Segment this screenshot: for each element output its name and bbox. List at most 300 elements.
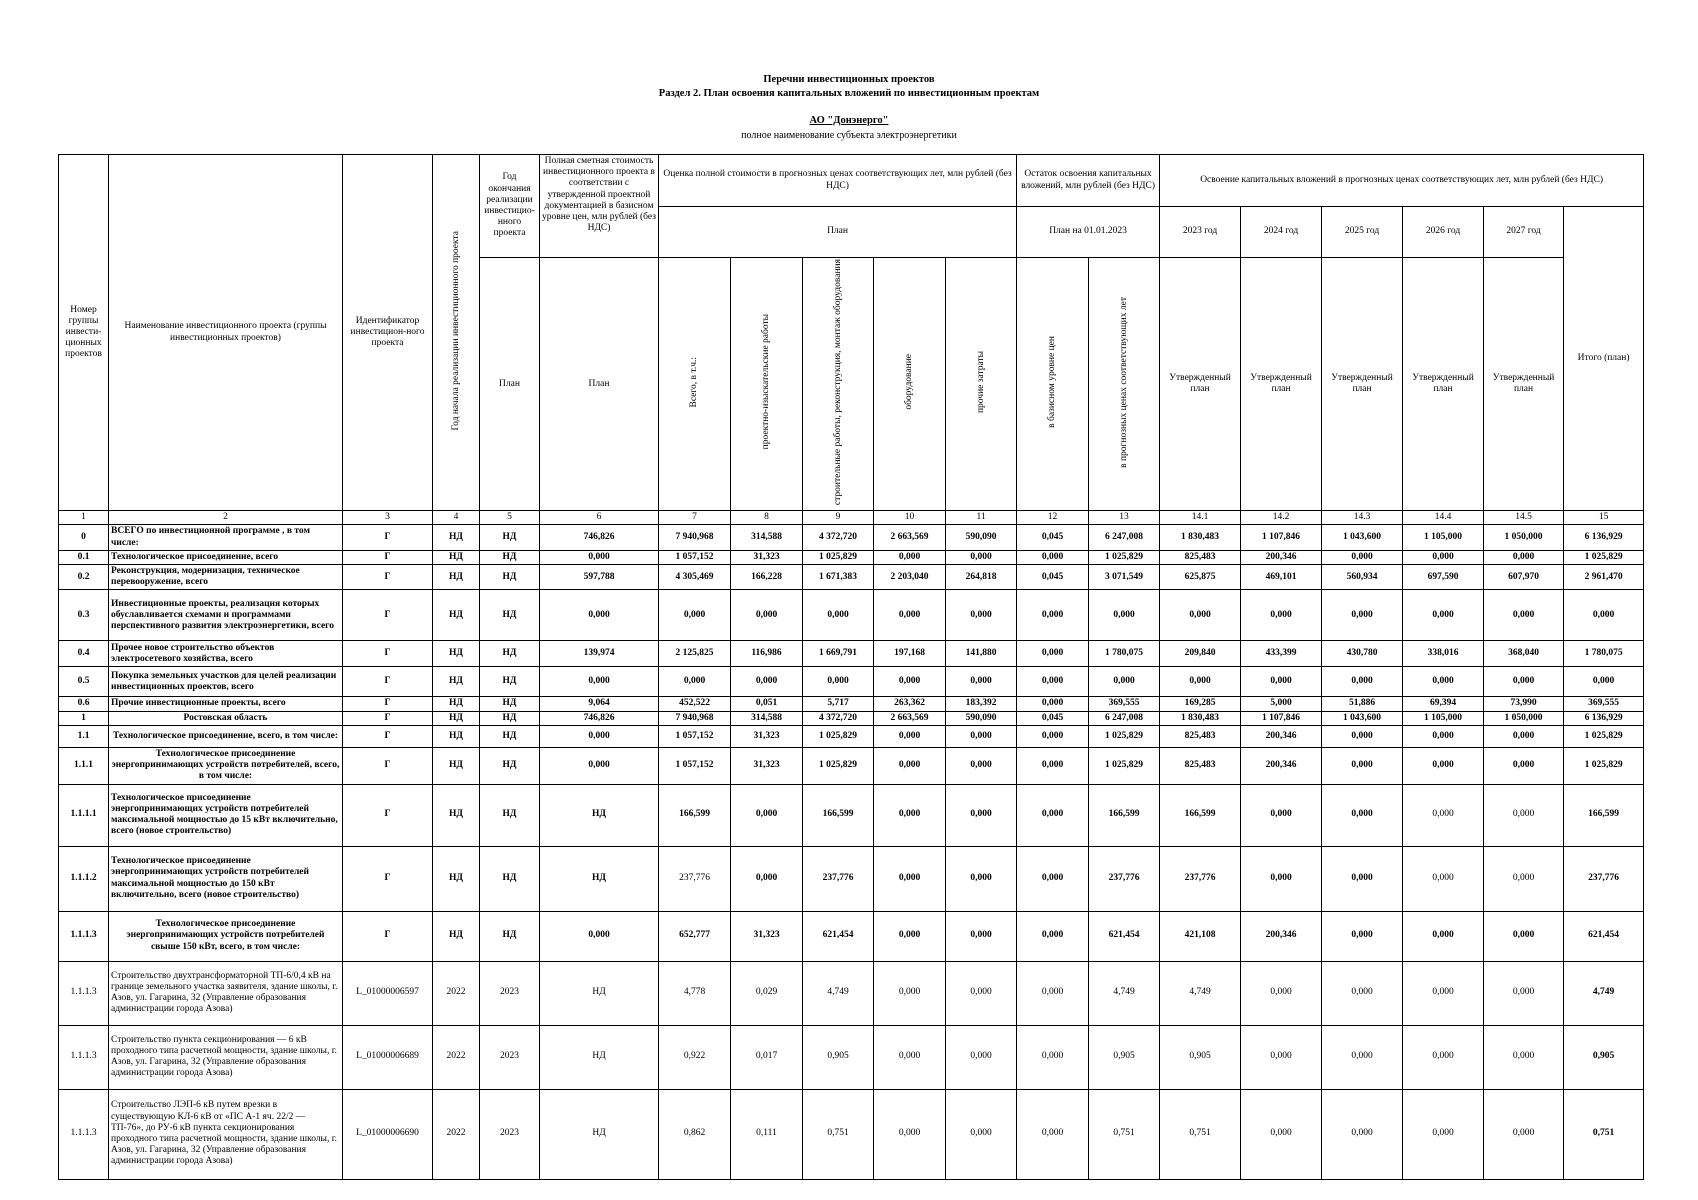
cell-design-cost: 0,029: [731, 961, 803, 1025]
cell-total-plan: 1 780,075: [1564, 641, 1644, 667]
header-project-name: Наименование инвестиционного проекта (группы инвестиционных проектов): [109, 155, 343, 511]
cell-plan-2027: 0,000: [1484, 846, 1564, 911]
cell-plan-2026: 1 105,000: [1403, 525, 1484, 550]
cell-group-number: 1.1.1.1: [59, 784, 109, 846]
cell-equipment-cost: 0,000: [874, 590, 946, 641]
cell-project-name: Инвестиционные проекты, реализация которых обуславливается схемами и программами перспективного развития электроэнергетики, всего: [109, 590, 343, 641]
cell-project-id: Г: [343, 747, 433, 784]
header-sub-plan-6: План: [540, 258, 659, 511]
cell-total-plan: 0,000: [1564, 590, 1644, 641]
column-number: 1: [59, 511, 109, 525]
cell-estimated-cost: 0,000: [540, 725, 659, 747]
cell-total-plan: 1 025,829: [1564, 550, 1644, 564]
cell-remaining-forecast: 1 025,829: [1089, 725, 1160, 747]
column-number: 14.3: [1322, 511, 1403, 525]
cell-plan-2023: 825,483: [1160, 725, 1241, 747]
column-number: 12: [1017, 511, 1089, 525]
cell-equipment-cost: 263,362: [874, 697, 946, 711]
cell-remaining-forecast: 166,599: [1089, 784, 1160, 846]
cell-construction-cost: 1 025,829: [803, 550, 874, 564]
cell-end-year: НД: [480, 747, 540, 784]
column-number: 3: [343, 511, 433, 525]
cell-total-cost: 166,599: [659, 784, 731, 846]
cell-estimated-cost: НД: [540, 1089, 659, 1179]
cell-plan-2023: 825,483: [1160, 550, 1241, 564]
cell-project-name: Технологическое присоединение энергопринимающих устройств потребителей свыше 150 кВт, всего, в том числе:: [109, 911, 343, 961]
cell-plan-2027: 0,000: [1484, 667, 1564, 697]
column-number: 7: [659, 511, 731, 525]
cell-end-year: НД: [480, 846, 540, 911]
header-sub-construction: строительные работы, реконструкция, монтаж оборудования: [803, 258, 874, 511]
cell-other-cost: 264,818: [946, 565, 1017, 590]
cell-plan-2027: 368,040: [1484, 641, 1564, 667]
cell-project-name: Технологическое присоединение, всего, в том числе:: [109, 725, 343, 747]
cell-plan-2024: 0,000: [1241, 784, 1322, 846]
cell-plan-2024: 0,000: [1241, 961, 1322, 1025]
cell-total-plan: 0,751: [1564, 1089, 1644, 1179]
cell-plan-2023: 0,000: [1160, 667, 1241, 697]
cell-other-cost: 0,000: [946, 667, 1017, 697]
cell-end-year: НД: [480, 641, 540, 667]
cell-project-id: Г: [343, 697, 433, 711]
column-number: 14.4: [1403, 511, 1484, 525]
cell-plan-2027: 0,000: [1484, 590, 1564, 641]
cell-plan-2026: 0,000: [1403, 725, 1484, 747]
table-row: [59, 590, 1644, 641]
header-approved-2023: Утвержденный план: [1160, 258, 1241, 511]
cell-plan-2024: 433,399: [1241, 641, 1322, 667]
cell-remaining-base: 0,000: [1017, 1089, 1089, 1179]
cell-estimated-cost: НД: [540, 1025, 659, 1089]
cell-design-cost: 0,017: [731, 1025, 803, 1089]
cell-remaining-base: 0,000: [1017, 725, 1089, 747]
cell-other-cost: 183,392: [946, 697, 1017, 711]
cell-total-plan: 237,776: [1564, 846, 1644, 911]
cell-start-year: НД: [433, 911, 480, 961]
cell-group-number: 1.1.1.3: [59, 911, 109, 961]
table-row: [59, 525, 1644, 550]
cell-start-year: НД: [433, 784, 480, 846]
cell-plan-2023: 237,776: [1160, 846, 1241, 911]
column-number: 14.1: [1160, 511, 1241, 525]
table-row: [59, 747, 1644, 784]
cell-plan-2026: 0,000: [1403, 961, 1484, 1025]
cell-plan-2026: 338,016: [1403, 641, 1484, 667]
cell-total-cost: 7 940,968: [659, 711, 731, 725]
cell-design-cost: 116,986: [731, 641, 803, 667]
header-year-2024: 2024 год: [1241, 207, 1322, 258]
cell-plan-2027: 0,000: [1484, 911, 1564, 961]
cell-project-id: L_01000006597: [343, 961, 433, 1025]
cell-total-cost: 0,000: [659, 667, 731, 697]
cell-construction-cost: 166,599: [803, 784, 874, 846]
table-row: [59, 711, 1644, 725]
cell-design-cost: 0,000: [731, 590, 803, 641]
table-row: [59, 1025, 1644, 1089]
cell-end-year: 2023: [480, 961, 540, 1025]
cell-plan-2024: 469,101: [1241, 565, 1322, 590]
cell-equipment-cost: 197,168: [874, 641, 946, 667]
header-year-2023: 2023 год: [1160, 207, 1241, 258]
cell-plan-2026: 0,000: [1403, 550, 1484, 564]
cell-project-id: Г: [343, 641, 433, 667]
cell-end-year: НД: [480, 565, 540, 590]
cell-remaining-forecast: 0,905: [1089, 1025, 1160, 1089]
cell-project-id: L_01000006690: [343, 1089, 433, 1179]
cell-other-cost: 0,000: [946, 550, 1017, 564]
cell-project-id: Г: [343, 525, 433, 550]
cell-project-name: Прочее новое строительство объектов электросетевого хозяйства, всего: [109, 641, 343, 667]
cell-design-cost: 0,111: [731, 1089, 803, 1179]
cell-plan-2023: 625,875: [1160, 565, 1241, 590]
header-sub-base-prices: в базисном уровне цен: [1017, 258, 1089, 511]
cell-group-number: 0.6: [59, 697, 109, 711]
cell-other-cost: 0,000: [946, 846, 1017, 911]
cell-other-cost: 0,000: [946, 784, 1017, 846]
cell-plan-2026: 0,000: [1403, 911, 1484, 961]
cell-remaining-base: 0,000: [1017, 961, 1089, 1025]
cell-group-number: 0.4: [59, 641, 109, 667]
cell-total-cost: 4,778: [659, 961, 731, 1025]
cell-plan-2026: 1 105,000: [1403, 711, 1484, 725]
cell-project-name: Реконструкция, модернизация, техническое перевооружение, всего: [109, 565, 343, 590]
cell-start-year: 2022: [433, 1089, 480, 1179]
cell-plan-2027: 0,000: [1484, 961, 1564, 1025]
cell-project-name: Покупка земельных участков для целей реализации инвестиционных проектов, всего: [109, 667, 343, 697]
cell-other-cost: 0,000: [946, 747, 1017, 784]
header-approved-2025: Утвержденный план: [1322, 258, 1403, 511]
document-title: Перечни инвестиционных проектов: [763, 74, 935, 85]
cell-other-cost: 0,000: [946, 961, 1017, 1025]
header-approved-2024: Утвержденный план: [1241, 258, 1322, 511]
cell-group-number: 1.1.1.3: [59, 961, 109, 1025]
header-total-plan: Итого (план): [1564, 207, 1644, 511]
cell-start-year: НД: [433, 550, 480, 564]
cell-construction-cost: 0,000: [803, 667, 874, 697]
cell-estimated-cost: 0,000: [540, 590, 659, 641]
cell-estimated-cost: 139,974: [540, 641, 659, 667]
cell-end-year: НД: [480, 711, 540, 725]
cell-other-cost: 0,000: [946, 725, 1017, 747]
cell-other-cost: 590,090: [946, 711, 1017, 725]
cell-plan-2027: 0,000: [1484, 550, 1564, 564]
cell-total-cost: 4 305,469: [659, 565, 731, 590]
cell-plan-2024: 5,000: [1241, 697, 1322, 711]
cell-equipment-cost: 0,000: [874, 725, 946, 747]
cell-remaining-forecast: 1 025,829: [1089, 747, 1160, 784]
cell-equipment-cost: 2 203,040: [874, 565, 946, 590]
cell-plan-2026: 697,590: [1403, 565, 1484, 590]
cell-total-plan: 2 961,470: [1564, 565, 1644, 590]
cell-design-cost: 0,000: [731, 784, 803, 846]
cell-project-id: Г: [343, 667, 433, 697]
header-year-2026: 2026 год: [1403, 207, 1484, 258]
cell-plan-2024: 0,000: [1241, 846, 1322, 911]
cell-remaining-base: 0,000: [1017, 590, 1089, 641]
cell-plan-2027: 607,970: [1484, 565, 1564, 590]
cell-remaining-forecast: 369,555: [1089, 697, 1160, 711]
cell-group-number: 0.1: [59, 550, 109, 564]
cell-plan-2027: 1 050,000: [1484, 711, 1564, 725]
cell-start-year: 2022: [433, 1025, 480, 1089]
cell-equipment-cost: 0,000: [874, 961, 946, 1025]
cell-estimated-cost: 597,788: [540, 565, 659, 590]
cell-remaining-base: 0,000: [1017, 911, 1089, 961]
cell-other-cost: 0,000: [946, 590, 1017, 641]
header-sub-equipment: оборудование: [874, 258, 946, 511]
cell-plan-2023: 1 830,483: [1160, 711, 1241, 725]
table-row: [59, 846, 1644, 911]
cell-end-year: НД: [480, 911, 540, 961]
cell-project-name: Строительство двухтрансформаторной ТП-6/0,4 кВ на границе земельного участка заявителя, здание школы, г. Азов, ул. Гагарина, 32 (Управление образования администрации города Азова): [109, 961, 343, 1025]
cell-construction-cost: 1 025,829: [803, 725, 874, 747]
header-start-year: Год начала реализации инвестиционного проекта: [433, 155, 480, 511]
cell-plan-2023: 4,749: [1160, 961, 1241, 1025]
cell-plan-2023: 0,000: [1160, 590, 1241, 641]
cell-total-cost: 1 057,152: [659, 725, 731, 747]
cell-total-cost: 652,777: [659, 911, 731, 961]
cell-construction-cost: 1 669,791: [803, 641, 874, 667]
cell-plan-2025: 1 043,600: [1322, 711, 1403, 725]
cell-plan-2027: 1 050,000: [1484, 525, 1564, 550]
cell-remaining-base: 0,045: [1017, 565, 1089, 590]
cell-total-plan: 4,749: [1564, 961, 1644, 1025]
cell-remaining-base: 0,045: [1017, 711, 1089, 725]
cell-total-cost: 1 057,152: [659, 747, 731, 784]
cell-end-year: НД: [480, 667, 540, 697]
cell-plan-2024: 1 107,846: [1241, 525, 1322, 550]
cell-total-plan: 166,599: [1564, 784, 1644, 846]
cell-plan-2023: 169,285: [1160, 697, 1241, 711]
cell-plan-2025: 0,000: [1322, 846, 1403, 911]
cell-project-name: Строительство пункта секционирования — 6 кВ проходного типа расчетной мощности, здание школы, г. Азов, ул. Гагарина, 32 (Управление образования администрации города Азова): [109, 1025, 343, 1089]
header-remaining-group: Остаток освоения капитальных вложений, млн рублей (без НДС): [1017, 155, 1160, 207]
cell-estimated-cost: 0,000: [540, 911, 659, 961]
organization-name: АО "Донэнерго": [809, 115, 889, 126]
cell-estimated-cost: НД: [540, 846, 659, 911]
cell-total-cost: 0,000: [659, 590, 731, 641]
cell-total-plan: 0,000: [1564, 667, 1644, 697]
header-sub-design: проектно-изыскательские работы: [731, 258, 803, 511]
cell-total-plan: 369,555: [1564, 697, 1644, 711]
cell-project-id: Г: [343, 911, 433, 961]
cell-end-year: НД: [480, 725, 540, 747]
cell-remaining-forecast: 6 247,008: [1089, 711, 1160, 725]
cell-group-number: 1.1.1.2: [59, 846, 109, 911]
cell-end-year: НД: [480, 525, 540, 550]
cell-plan-2026: 0,000: [1403, 1025, 1484, 1089]
cell-plan-2025: 1 043,600: [1322, 525, 1403, 550]
cell-project-id: Г: [343, 711, 433, 725]
cell-start-year: НД: [433, 565, 480, 590]
cell-start-year: НД: [433, 525, 480, 550]
cell-estimated-cost: 0,000: [540, 550, 659, 564]
cell-plan-2025: 51,886: [1322, 697, 1403, 711]
cell-plan-2023: 825,483: [1160, 747, 1241, 784]
cell-project-id: Г: [343, 846, 433, 911]
cell-project-id: Г: [343, 550, 433, 564]
cell-remaining-forecast: 1 780,075: [1089, 641, 1160, 667]
cell-group-number: 1.1.1.3: [59, 1025, 109, 1089]
cell-remaining-forecast: 4,749: [1089, 961, 1160, 1025]
cell-equipment-cost: 0,000: [874, 846, 946, 911]
cell-plan-2025: 0,000: [1322, 911, 1403, 961]
column-number: 11: [946, 511, 1017, 525]
cell-start-year: НД: [433, 641, 480, 667]
cell-remaining-forecast: 0,000: [1089, 590, 1160, 641]
cell-start-year: НД: [433, 667, 480, 697]
cell-plan-2027: 73,990: [1484, 697, 1564, 711]
cell-plan-2026: 0,000: [1403, 747, 1484, 784]
cell-project-id: L_01000006689: [343, 1025, 433, 1089]
cell-plan-2026: 69,394: [1403, 697, 1484, 711]
cell-plan-2024: 0,000: [1241, 1025, 1322, 1089]
header-development-group: Освоение капитальных вложений в прогнозных ценах соответствующих лет, млн рублей (без НДС): [1160, 155, 1644, 207]
cell-design-cost: 0,000: [731, 846, 803, 911]
cell-plan-2023: 166,599: [1160, 784, 1241, 846]
cell-total-plan: 1 025,829: [1564, 725, 1644, 747]
cell-plan-2024: 0,000: [1241, 590, 1322, 641]
cell-remaining-forecast: 0,751: [1089, 1089, 1160, 1179]
cell-project-name: Технологическое присоединение энергопринимающих устройств потребителей, всего, в том числе:: [109, 747, 343, 784]
cell-construction-cost: 4 372,720: [803, 525, 874, 550]
cell-remaining-base: 0,000: [1017, 667, 1089, 697]
cell-project-name: Технологическое присоединение энергопринимающих устройств потребителей максимальной мощностью до 15 кВт включительно, всего (новое строительство): [109, 784, 343, 846]
cell-construction-cost: 0,905: [803, 1025, 874, 1089]
cell-group-number: 0.5: [59, 667, 109, 697]
cell-end-year: НД: [480, 550, 540, 564]
table-row: [59, 565, 1644, 590]
cell-equipment-cost: 0,000: [874, 1089, 946, 1179]
cell-equipment-cost: 0,000: [874, 784, 946, 846]
cell-total-cost: 1 057,152: [659, 550, 731, 564]
cell-group-number: 1.1.1: [59, 747, 109, 784]
header-sub-forecast-prices: в прогнозных ценах соответствующих лет: [1089, 258, 1160, 511]
cell-project-name: Технологическое присоединение, всего: [109, 550, 343, 564]
cell-equipment-cost: 2 663,569: [874, 525, 946, 550]
cell-estimated-cost: 746,826: [540, 525, 659, 550]
cell-start-year: НД: [433, 747, 480, 784]
cell-construction-cost: 0,000: [803, 590, 874, 641]
table-row: [59, 961, 1644, 1025]
cell-other-cost: 0,000: [946, 1089, 1017, 1179]
cell-plan-2027: 0,000: [1484, 784, 1564, 846]
cell-total-cost: 0,922: [659, 1025, 731, 1089]
cell-total-plan: 621,454: [1564, 911, 1644, 961]
cell-estimated-cost: НД: [540, 961, 659, 1025]
table-row: [59, 1089, 1644, 1179]
cell-plan-2024: 0,000: [1241, 1089, 1322, 1179]
cell-equipment-cost: 0,000: [874, 667, 946, 697]
cell-estimated-cost: 9,064: [540, 697, 659, 711]
cell-plan-2025: 0,000: [1322, 1089, 1403, 1179]
cell-plan-2025: 0,000: [1322, 590, 1403, 641]
cell-group-number: 1: [59, 711, 109, 725]
cell-construction-cost: 5,717: [803, 697, 874, 711]
cell-remaining-forecast: 0,000: [1089, 667, 1160, 697]
column-number: 15: [1564, 511, 1644, 525]
cell-group-number: 1.1: [59, 725, 109, 747]
cell-remaining-base: 0,000: [1017, 641, 1089, 667]
cell-plan-2025: 0,000: [1322, 725, 1403, 747]
column-number: 14.5: [1484, 511, 1564, 525]
table-row: [59, 641, 1644, 667]
header-sub-total: Всего, в т.ч.:: [659, 258, 731, 511]
column-numbers-row: [59, 511, 1644, 525]
cell-design-cost: 0,000: [731, 667, 803, 697]
cell-plan-2024: 200,346: [1241, 725, 1322, 747]
cell-design-cost: 314,588: [731, 711, 803, 725]
cell-estimated-cost: 0,000: [540, 667, 659, 697]
cell-start-year: НД: [433, 846, 480, 911]
header-group-number: Номер группы инвести-ционных проектов: [59, 155, 109, 511]
table-row: [59, 911, 1644, 961]
cell-remaining-forecast: 1 025,829: [1089, 550, 1160, 564]
cell-equipment-cost: 0,000: [874, 1025, 946, 1089]
cell-plan-2027: 0,000: [1484, 1089, 1564, 1179]
cell-total-cost: 7 940,968: [659, 525, 731, 550]
cell-remaining-forecast: 237,776: [1089, 846, 1160, 911]
cell-equipment-cost: 2 663,569: [874, 711, 946, 725]
header-sub-plan-5: План: [480, 258, 540, 511]
column-number: 14.2: [1241, 511, 1322, 525]
cell-construction-cost: 4 372,720: [803, 711, 874, 725]
cell-design-cost: 31,323: [731, 911, 803, 961]
cell-project-id: Г: [343, 590, 433, 641]
cell-group-number: 1.1.1.3: [59, 1089, 109, 1179]
table-row: [59, 667, 1644, 697]
cell-equipment-cost: 0,000: [874, 911, 946, 961]
cell-plan-2026: 0,000: [1403, 1089, 1484, 1179]
cell-remaining-forecast: 621,454: [1089, 911, 1160, 961]
column-number: 4: [433, 511, 480, 525]
column-number: 9: [803, 511, 874, 525]
cell-project-name: Строительство ЛЭП-6 кВ путем врезки в существующую КЛ-6 кВ от «ПС А-1 яч. 22/2 — ТП-76», до РУ-6 кВ пункта секционирования проходного типа расчетной мощности, здание школы, г. Азов, ул. Гагарина, 32 (Управление образования администрации города Азова): [109, 1089, 343, 1179]
cell-construction-cost: 4,749: [803, 961, 874, 1025]
cell-remaining-forecast: 6 247,008: [1089, 525, 1160, 550]
header-cost-estimate-group: Оценка полной стоимости в прогнозных ценах соответствующих лет, млн рублей (без НДС): [659, 155, 1017, 207]
cell-plan-2025: 0,000: [1322, 961, 1403, 1025]
cell-plan-2023: 1 830,483: [1160, 525, 1241, 550]
header-plan-on-date: План на 01.01.2023: [1017, 207, 1160, 258]
cell-plan-2025: 0,000: [1322, 550, 1403, 564]
cell-end-year: НД: [480, 784, 540, 846]
cell-construction-cost: 237,776: [803, 846, 874, 911]
cell-construction-cost: 1 671,383: [803, 565, 874, 590]
cell-other-cost: 0,000: [946, 911, 1017, 961]
header-estimated-cost: Полная сметная стоимость инвестиционного проекта в соответствии с утвержденной проектной документацией в базисном уровне цен, млн рублей (без НДС): [540, 155, 659, 258]
cell-total-plan: 0,905: [1564, 1025, 1644, 1089]
header-year-2025: 2025 год: [1322, 207, 1403, 258]
header-year-2027: 2027 год: [1484, 207, 1564, 258]
cell-design-cost: 314,588: [731, 525, 803, 550]
cell-total-cost: 0,862: [659, 1089, 731, 1179]
cell-project-id: Г: [343, 784, 433, 846]
table-row: [59, 784, 1644, 846]
cell-project-name: Ростовская область: [109, 711, 343, 725]
cell-start-year: 2022: [433, 961, 480, 1025]
cell-end-year: 2023: [480, 1089, 540, 1179]
cell-remaining-base: 0,000: [1017, 1025, 1089, 1089]
header-sub-other: прочие затраты: [946, 258, 1017, 511]
header-project-id: Идентификатор инвестицион-ного проекта: [343, 155, 433, 511]
cell-plan-2024: 200,346: [1241, 911, 1322, 961]
cell-plan-2025: 430,780: [1322, 641, 1403, 667]
cell-remaining-base: 0,000: [1017, 784, 1089, 846]
cell-group-number: 0.3: [59, 590, 109, 641]
cell-plan-2023: 0,905: [1160, 1025, 1241, 1089]
column-number: 8: [731, 511, 803, 525]
